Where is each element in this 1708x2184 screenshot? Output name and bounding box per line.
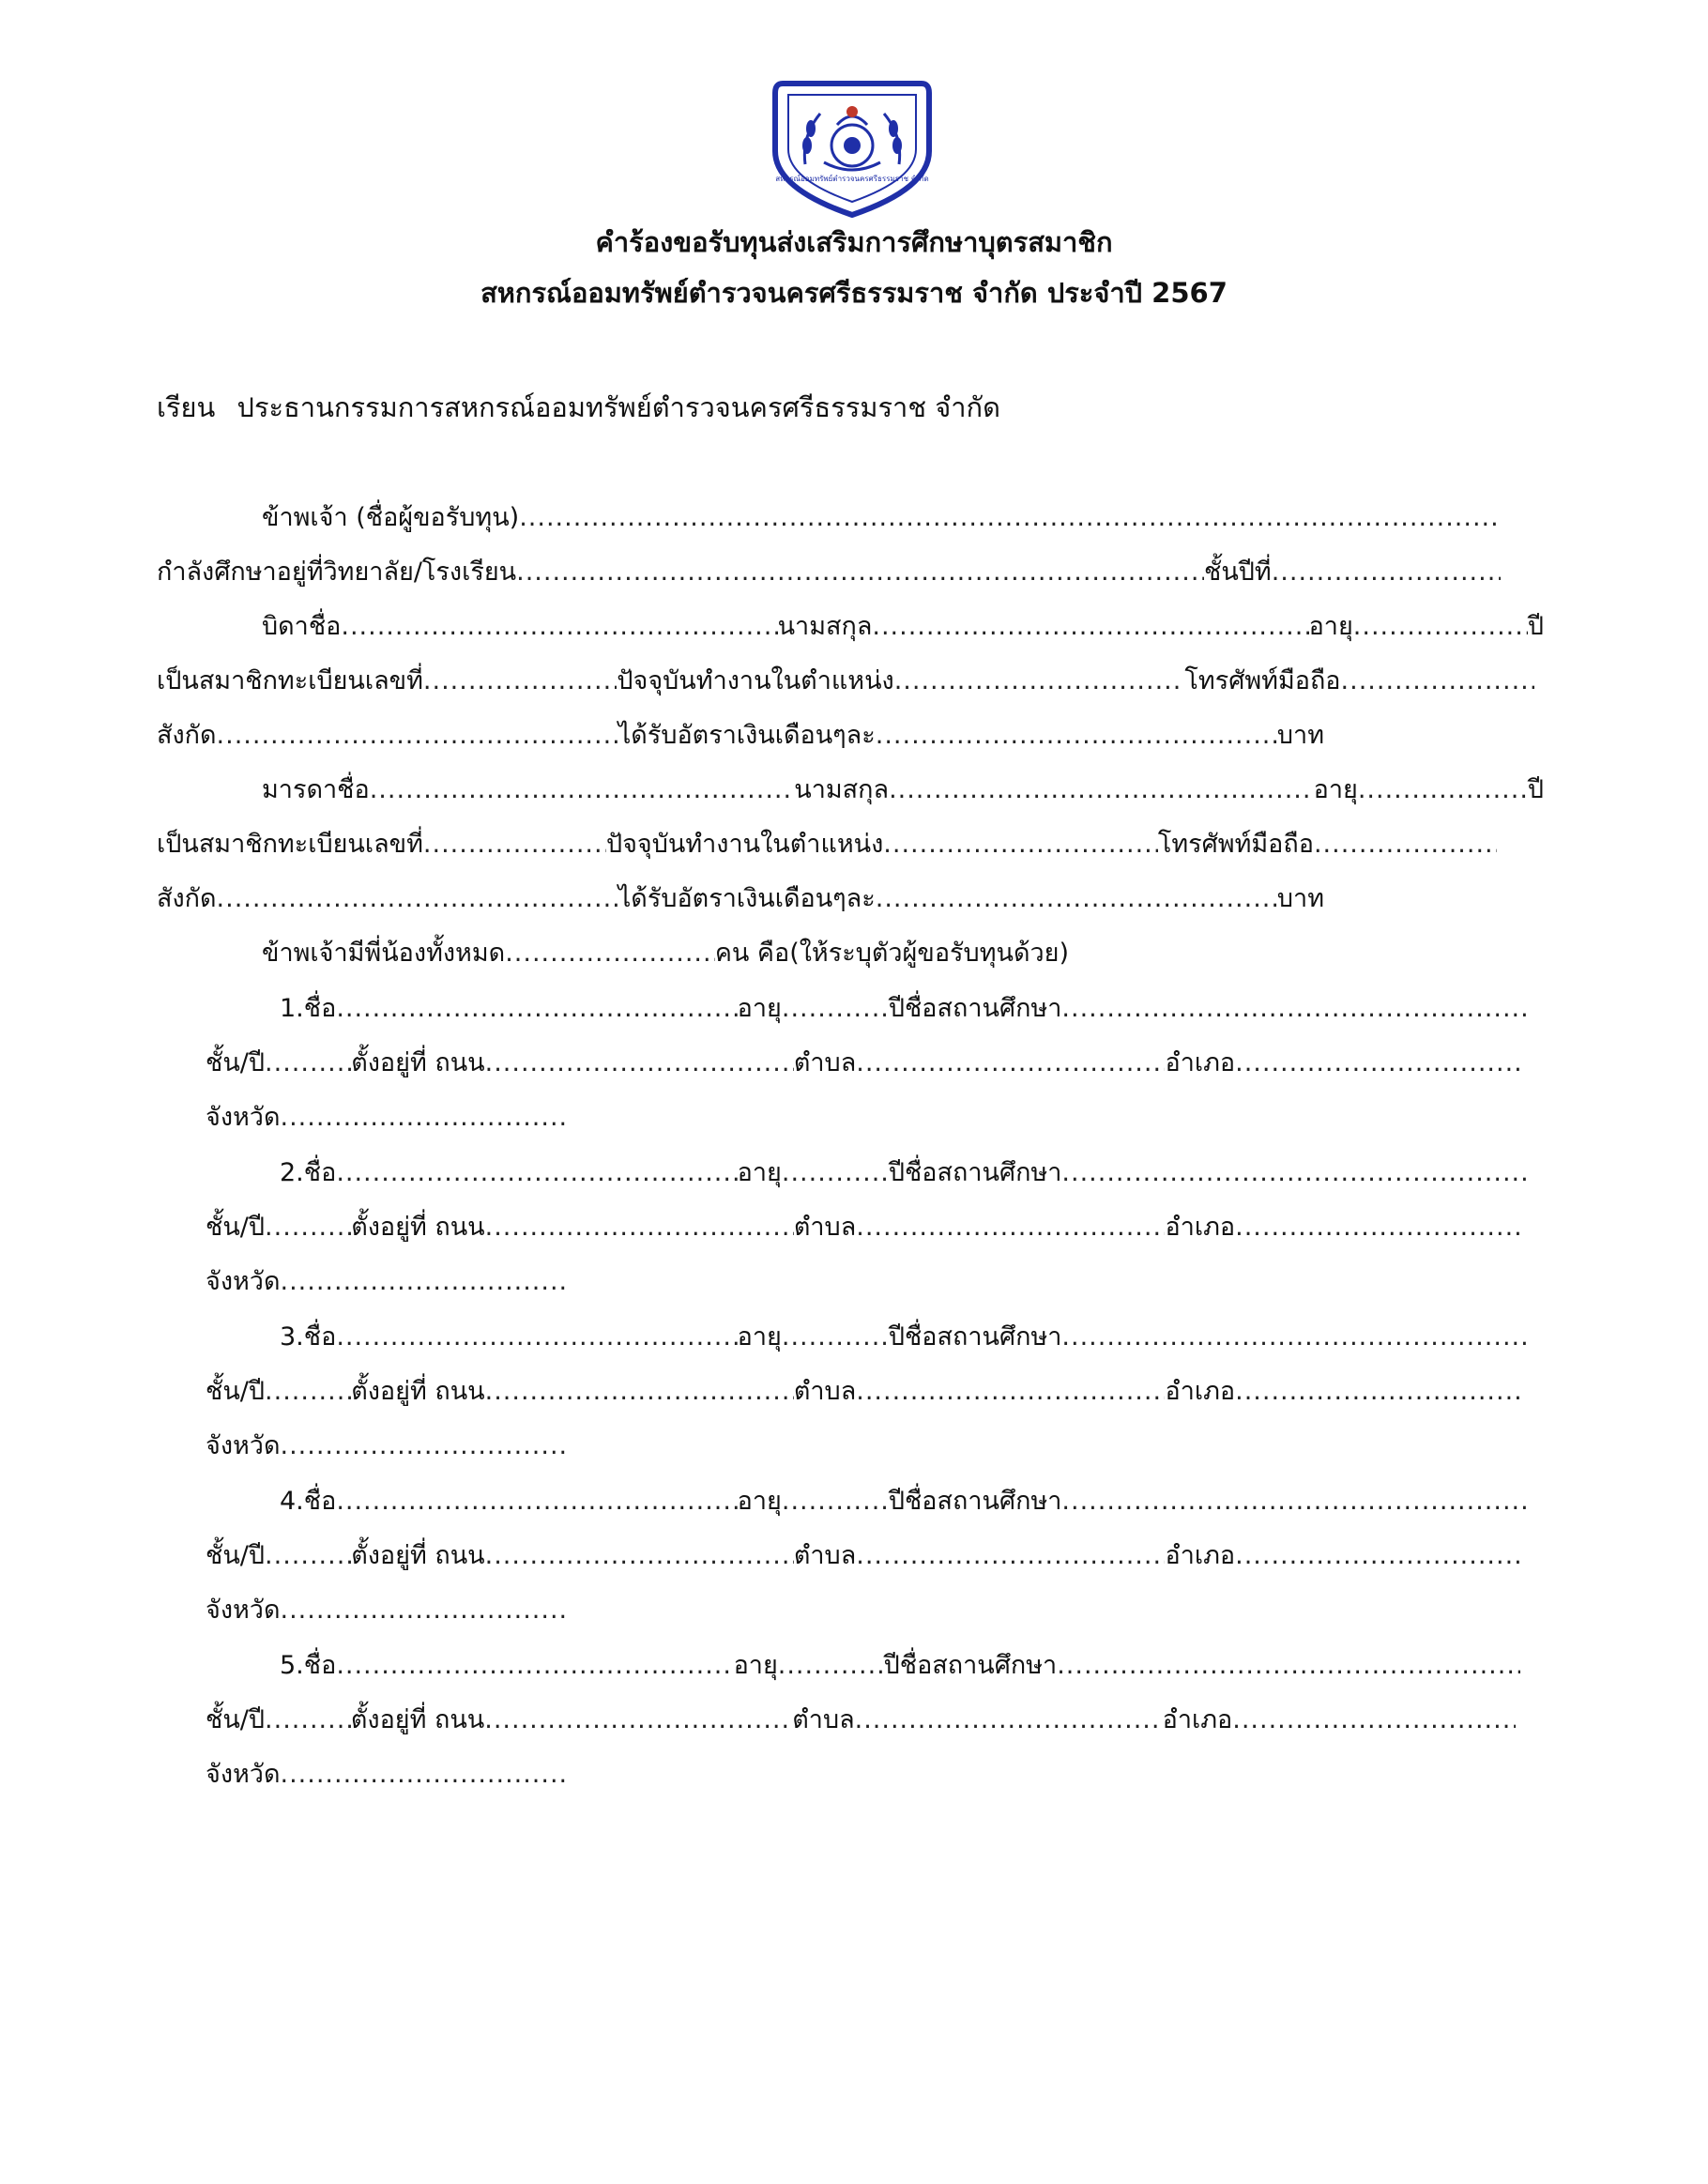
sibling-road-field[interactable] xyxy=(485,1209,794,1246)
sibling-name-field[interactable] xyxy=(336,1647,733,1685)
sibling-subdistrict-field[interactable] xyxy=(856,1209,1165,1246)
sibling-age-field[interactable] xyxy=(782,990,889,1028)
sibling-age-field[interactable] xyxy=(778,1647,884,1685)
sibling-age-field[interactable] xyxy=(782,1319,889,1356)
sibling-grade-field[interactable] xyxy=(265,1209,351,1246)
sibling-district-field[interactable] xyxy=(1235,1537,1519,1575)
applicant-school-label: กำลังศึกษาอยู่ที่วิทยาลัย/โรงเรียน xyxy=(157,557,517,587)
applicant-name-label: ข้าพเจ้า (ชื่อผู้ขอรับทุน) xyxy=(262,503,520,532)
father-name-field[interactable] xyxy=(341,608,777,646)
mother-surname-field[interactable] xyxy=(889,771,1314,809)
father-affiliation-label: สังกัด xyxy=(157,721,217,750)
applicant-school-row xyxy=(157,554,1501,591)
sibling-subdistrict-field[interactable] xyxy=(856,1373,1165,1411)
father-age-label: อายุ xyxy=(1308,612,1353,641)
salutation xyxy=(157,389,1014,426)
sibling-district-label: อำเภอ xyxy=(1162,1705,1233,1734)
sibling-age-label: อายุ xyxy=(737,1158,782,1187)
sibling-name-field[interactable] xyxy=(336,1483,737,1520)
sibling-name-field[interactable] xyxy=(336,1154,737,1192)
sibling-5-name-row xyxy=(280,1647,1520,1685)
sibling-name-field[interactable] xyxy=(336,1319,737,1356)
mother-salary-unit: บาท xyxy=(1276,884,1324,913)
father-position-field[interactable] xyxy=(894,663,1185,700)
sibling-grade-field[interactable] xyxy=(265,1537,351,1575)
sibling-district-field[interactable] xyxy=(1235,1045,1519,1082)
sibling-province-field[interactable] xyxy=(281,1428,567,1465)
father-affiliation-field[interactable] xyxy=(217,717,618,755)
sibling-province-field[interactable] xyxy=(281,1263,567,1301)
sibling-subdistrict-field[interactable] xyxy=(855,1702,1163,1739)
sibling-subdistrict-field[interactable] xyxy=(856,1045,1165,1082)
sibling-4-province-row xyxy=(206,1592,566,1629)
sibling-name-label: 1.ชื่อ xyxy=(280,994,337,1023)
sibling-road-label: ตั้งอยู่ที่ ถนน xyxy=(351,1048,485,1077)
sibling-name-label: 4.ชื่อ xyxy=(280,1487,337,1516)
mother-affiliation-row xyxy=(157,880,1324,918)
siblings-intro-row xyxy=(262,935,1069,972)
sibling-3-address-row xyxy=(206,1373,1519,1411)
sibling-grade-label: ชั้น/ปี xyxy=(206,1048,266,1077)
father-salary-field[interactable] xyxy=(876,717,1277,755)
mother-age-field[interactable] xyxy=(1358,771,1528,809)
sibling-school-field[interactable] xyxy=(1061,990,1530,1028)
applicant-grade-field[interactable] xyxy=(1272,554,1501,591)
mother-age-unit: ปี xyxy=(1527,775,1544,804)
sibling-province-field[interactable] xyxy=(281,1099,567,1137)
sibling-school-field[interactable] xyxy=(1061,1483,1530,1520)
sibling-school-label: ปีชื่อสถานศึกษา xyxy=(888,994,1062,1023)
sibling-grade-field[interactable] xyxy=(265,1702,351,1739)
sibling-4-address-row xyxy=(206,1537,1519,1575)
father-position-label: ปัจจุบันทำงานในตำแหน่ง xyxy=(617,666,894,695)
sibling-province-field[interactable] xyxy=(281,1592,567,1629)
mother-member-no-field[interactable] xyxy=(423,826,606,863)
sibling-subdistrict-label: ตำบล xyxy=(793,1213,857,1242)
siblings-count-label: ข้าพเจ้ามีพี่น้องทั้งหมด xyxy=(262,939,506,968)
sibling-subdistrict-label: ตำบล xyxy=(793,1048,857,1077)
sibling-age-field[interactable] xyxy=(782,1154,889,1192)
sibling-school-label: ปีชื่อสถานศึกษา xyxy=(883,1651,1058,1680)
applicant-name-row xyxy=(262,499,1501,537)
sibling-subdistrict-label: ตำบล xyxy=(792,1705,855,1734)
father-salary-label: ได้รับอัตราเงินเดือนๆละ xyxy=(618,721,876,750)
mother-name-row xyxy=(262,771,1544,809)
sibling-road-field[interactable] xyxy=(485,1373,794,1411)
sibling-age-label: อายุ xyxy=(737,1487,782,1516)
sibling-road-label: ตั้งอยู่ที่ ถนน xyxy=(351,1541,485,1570)
siblings-count-field[interactable] xyxy=(505,935,715,972)
sibling-province-field[interactable] xyxy=(281,1756,567,1794)
sibling-road-field[interactable] xyxy=(484,1702,792,1739)
form-title-line2: สหกรณ์ออมทรัพย์ตำรวจนครศรีธรรมราช จำกัด ประจำปี 2567 xyxy=(480,277,1228,309)
father-name-label: บิดาชื่อ xyxy=(262,612,342,641)
sibling-district-field[interactable] xyxy=(1235,1373,1519,1411)
sibling-grade-label: ชั้น/ปี xyxy=(206,1541,266,1570)
mother-position-label: ปัจจุบันทำงานในตำแหน่ง xyxy=(605,830,884,859)
sibling-district-label: อำเภอ xyxy=(1165,1048,1236,1077)
sibling-age-label: อายุ xyxy=(737,1322,782,1352)
father-phone-label: โทรศัพท์มือถือ xyxy=(1184,666,1341,695)
sibling-4-name-row xyxy=(280,1483,1530,1520)
mother-member-row xyxy=(157,826,1497,863)
mother-salary-field[interactable] xyxy=(876,880,1277,918)
mother-member-no-label: เป็นสมาชิกทะเบียนเลขที่ xyxy=(157,830,423,859)
applicant-name-field[interactable] xyxy=(519,499,1501,537)
sibling-1-province-row xyxy=(206,1099,566,1137)
sibling-1-name-row xyxy=(280,990,1530,1028)
mother-phone-field[interactable] xyxy=(1314,826,1497,863)
sibling-age-label: อายุ xyxy=(737,994,782,1023)
mother-salary-label: ได้รับอัตราเงินเดือนๆละ xyxy=(618,884,876,913)
sibling-grade-field[interactable] xyxy=(265,1373,351,1411)
sibling-2-address-row xyxy=(206,1209,1519,1246)
sibling-name-field[interactable] xyxy=(336,990,737,1028)
sibling-school-label: ปีชื่อสถานศึกษา xyxy=(888,1158,1062,1187)
logo-text: สหกรณ์ออมทรัพย์ตำรวจนครศรีธรรมราช จำกัด xyxy=(775,175,929,183)
sibling-province-label: จังหวัด xyxy=(206,1103,281,1132)
salutation-recipient: ประธานกรรมการสหกรณ์ออมทรัพย์ตำรวจนครศรีธรรมราช จำกัด xyxy=(236,391,1000,423)
sibling-age-field[interactable] xyxy=(782,1483,889,1520)
sibling-grade-label: ชั้น/ปี xyxy=(206,1213,266,1242)
father-surname-field[interactable] xyxy=(872,608,1308,646)
sibling-school-field[interactable] xyxy=(1057,1647,1520,1685)
mother-name-field[interactable] xyxy=(370,771,795,809)
father-affiliation-row xyxy=(157,717,1324,755)
mother-name-label: มารดาชื่อ xyxy=(262,775,370,804)
sibling-3-province-row xyxy=(206,1428,566,1465)
father-member-no-label: เป็นสมาชิกทะเบียนเลขที่ xyxy=(157,666,423,695)
sibling-district-label: อำเภอ xyxy=(1165,1213,1236,1242)
sibling-district-field[interactable] xyxy=(1232,1702,1516,1739)
mother-surname-label: นามสกุล xyxy=(794,775,890,804)
sibling-name-label: 5.ชื่อ xyxy=(280,1651,337,1680)
sibling-3-name-row xyxy=(280,1319,1530,1356)
sibling-grade-field[interactable] xyxy=(265,1045,351,1082)
mother-position-field[interactable] xyxy=(883,826,1158,863)
sibling-road-label: ตั้งอยู่ที่ ถนน xyxy=(351,1213,485,1242)
sibling-age-label: อายุ xyxy=(733,1651,778,1680)
sibling-2-name-row xyxy=(280,1154,1530,1192)
sibling-district-label: อำเภอ xyxy=(1165,1377,1236,1406)
sibling-road-field[interactable] xyxy=(485,1537,794,1575)
sibling-subdistrict-field[interactable] xyxy=(856,1537,1165,1575)
sibling-subdistrict-label: ตำบล xyxy=(793,1541,857,1570)
sibling-road-label: ตั้งอยู่ที่ ถนน xyxy=(350,1705,485,1734)
sibling-province-label: จังหวัด xyxy=(206,1267,281,1296)
cooperative-logo xyxy=(764,70,940,221)
sibling-district-field[interactable] xyxy=(1235,1209,1519,1246)
father-phone-field[interactable] xyxy=(1341,663,1534,700)
sibling-province-label: จังหวัด xyxy=(206,1760,281,1789)
sibling-province-label: จังหวัด xyxy=(206,1596,281,1625)
father-surname-label: นามสกุล xyxy=(777,612,873,641)
sibling-name-label: 3.ชื่อ xyxy=(280,1322,337,1352)
father-age-field[interactable] xyxy=(1353,608,1528,646)
form-title-line1: คำร้องขอรับทุนส่งเสริมการศึกษาบุตรสมาชิก xyxy=(595,226,1113,258)
sibling-school-field[interactable] xyxy=(1061,1154,1530,1192)
father-member-row xyxy=(157,663,1534,700)
sibling-district-label: อำเภอ xyxy=(1165,1541,1236,1570)
applicant-grade-label: ชั้นปีที่ xyxy=(1204,557,1272,587)
mother-affiliation-label: สังกัด xyxy=(157,884,217,913)
sibling-5-province-row xyxy=(206,1756,566,1794)
sibling-name-label: 2.ชื่อ xyxy=(280,1158,337,1187)
sibling-road-field[interactable] xyxy=(485,1045,794,1082)
father-member-no-field[interactable] xyxy=(423,663,617,700)
sibling-grade-label: ชั้น/ปี xyxy=(206,1377,266,1406)
siblings-count-unit: คน คือ(ให้ระบุตัวผู้ขอรับทุนด้วย) xyxy=(714,939,1069,968)
sibling-1-address-row xyxy=(206,1045,1519,1082)
sibling-province-label: จังหวัด xyxy=(206,1431,281,1460)
sibling-school-field[interactable] xyxy=(1061,1319,1530,1356)
sibling-road-label: ตั้งอยู่ที่ ถนน xyxy=(351,1377,485,1406)
sibling-5-address-row xyxy=(206,1702,1516,1739)
sibling-school-label: ปีชื่อสถานศึกษา xyxy=(888,1322,1062,1352)
father-name-row xyxy=(262,608,1544,646)
sibling-subdistrict-label: ตำบล xyxy=(793,1377,857,1406)
mother-age-label: อายุ xyxy=(1313,775,1358,804)
sibling-2-province-row xyxy=(206,1263,566,1301)
father-age-unit: ปี xyxy=(1527,612,1544,641)
applicant-school-field[interactable] xyxy=(516,554,1204,591)
mother-affiliation-field[interactable] xyxy=(217,880,618,918)
sibling-grade-label: ชั้น/ปี xyxy=(206,1705,266,1734)
father-salary-unit: บาท xyxy=(1276,721,1324,750)
mother-phone-label: โทรศัพท์มือถือ xyxy=(1157,830,1314,859)
sibling-school-label: ปีชื่อสถานศึกษา xyxy=(888,1487,1062,1516)
salutation-prefix: เรียน xyxy=(157,391,216,423)
